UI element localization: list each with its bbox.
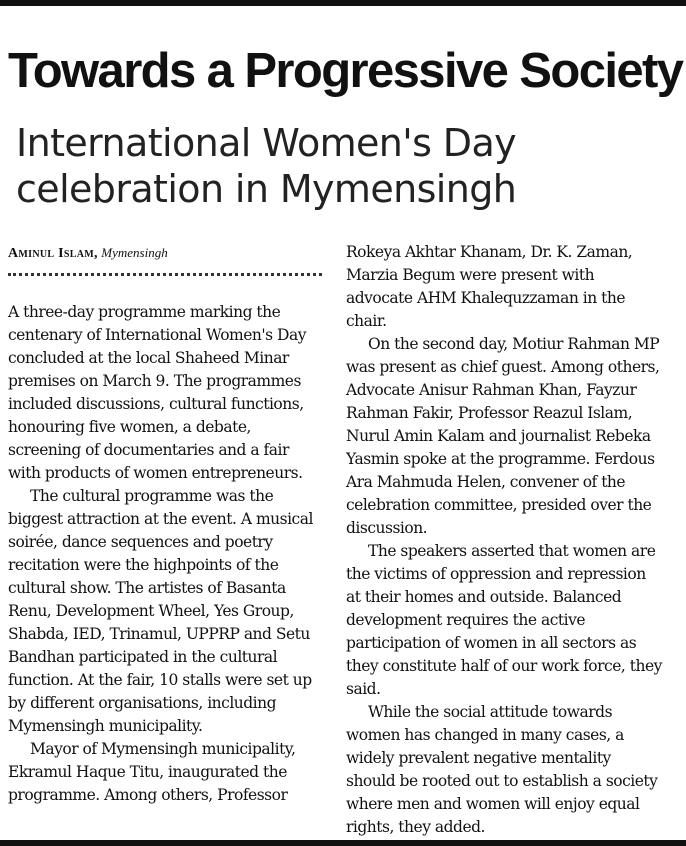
- byline: [8, 243, 168, 264]
- subheadline: International Women's Day celebration in Mymensingh: [16, 121, 517, 211]
- article-column-left: [8, 301, 324, 807]
- byline-divider: [8, 273, 322, 276]
- paragraph: While the social attitude towards women has changed in many cases, a widely prevalent negative mentality should be rooted out to establish a society where men and women will enjoy equal rights, they added.: [346, 703, 658, 836]
- article-column-right: [346, 241, 664, 839]
- paragraph: The speakers asserted that women are the victims of oppression and repression at their homes and outside. Balanced development requires the active participation of women in all sectors as they constitute half of our work force, they said.: [346, 542, 662, 698]
- paragraph: Rokeya Akhtar Khanam, Dr. K. Zaman, Marzia Begum were present with advocate AHM Khalequzzaman in the chair.: [346, 243, 633, 330]
- paragraph: The cultural programme was the biggest attraction at the event. A musical soirée, dance sequences and poetry recitation were the highpoints of the cultural show. The artistes of Basanta Renu, Development Wheel, Yes Group, Shabda, IED, Trinamul, UPPRP and Setu Bandhan participated in the cultural function. At the fair, 10 stalls were set up by different organisations, including Mymensingh municipality.: [8, 487, 313, 735]
- bottom-rule: [0, 840, 686, 846]
- paragraph: A three-day programme marking the centenary of International Women's Day concluded at the local Shaheed Minar premises on March 9. The programmes included discussions, cultural functions, honouring five women, a debate, screening of documentaries and a fair with products of women entrepreneurs.: [8, 303, 306, 482]
- paragraph: On the second day, Motiur Rahman MP was present as chief guest. Among others, Advocate Anisur Rahman Khan, Fayzur Rahman Fakir, Professor Reazul Islam, Nurul Amin Kalam and journalist Rebeka Yasmin spoke at the programme. Ferdous Ara Mahmuda Helen, convener of the celebration committee, presided over the discussion.: [346, 335, 660, 537]
- paragraph: Mayor of Mymensingh municipality, Ekramul Haque Titu, inaugurated the programme. Among others, Professor: [8, 740, 296, 804]
- top-rule: [0, 0, 686, 6]
- headline: Towards a Progressive Society: [8, 44, 683, 98]
- byline-location: Mymensingh: [101, 245, 168, 260]
- byline-author: Aminul Islam,: [8, 246, 98, 261]
